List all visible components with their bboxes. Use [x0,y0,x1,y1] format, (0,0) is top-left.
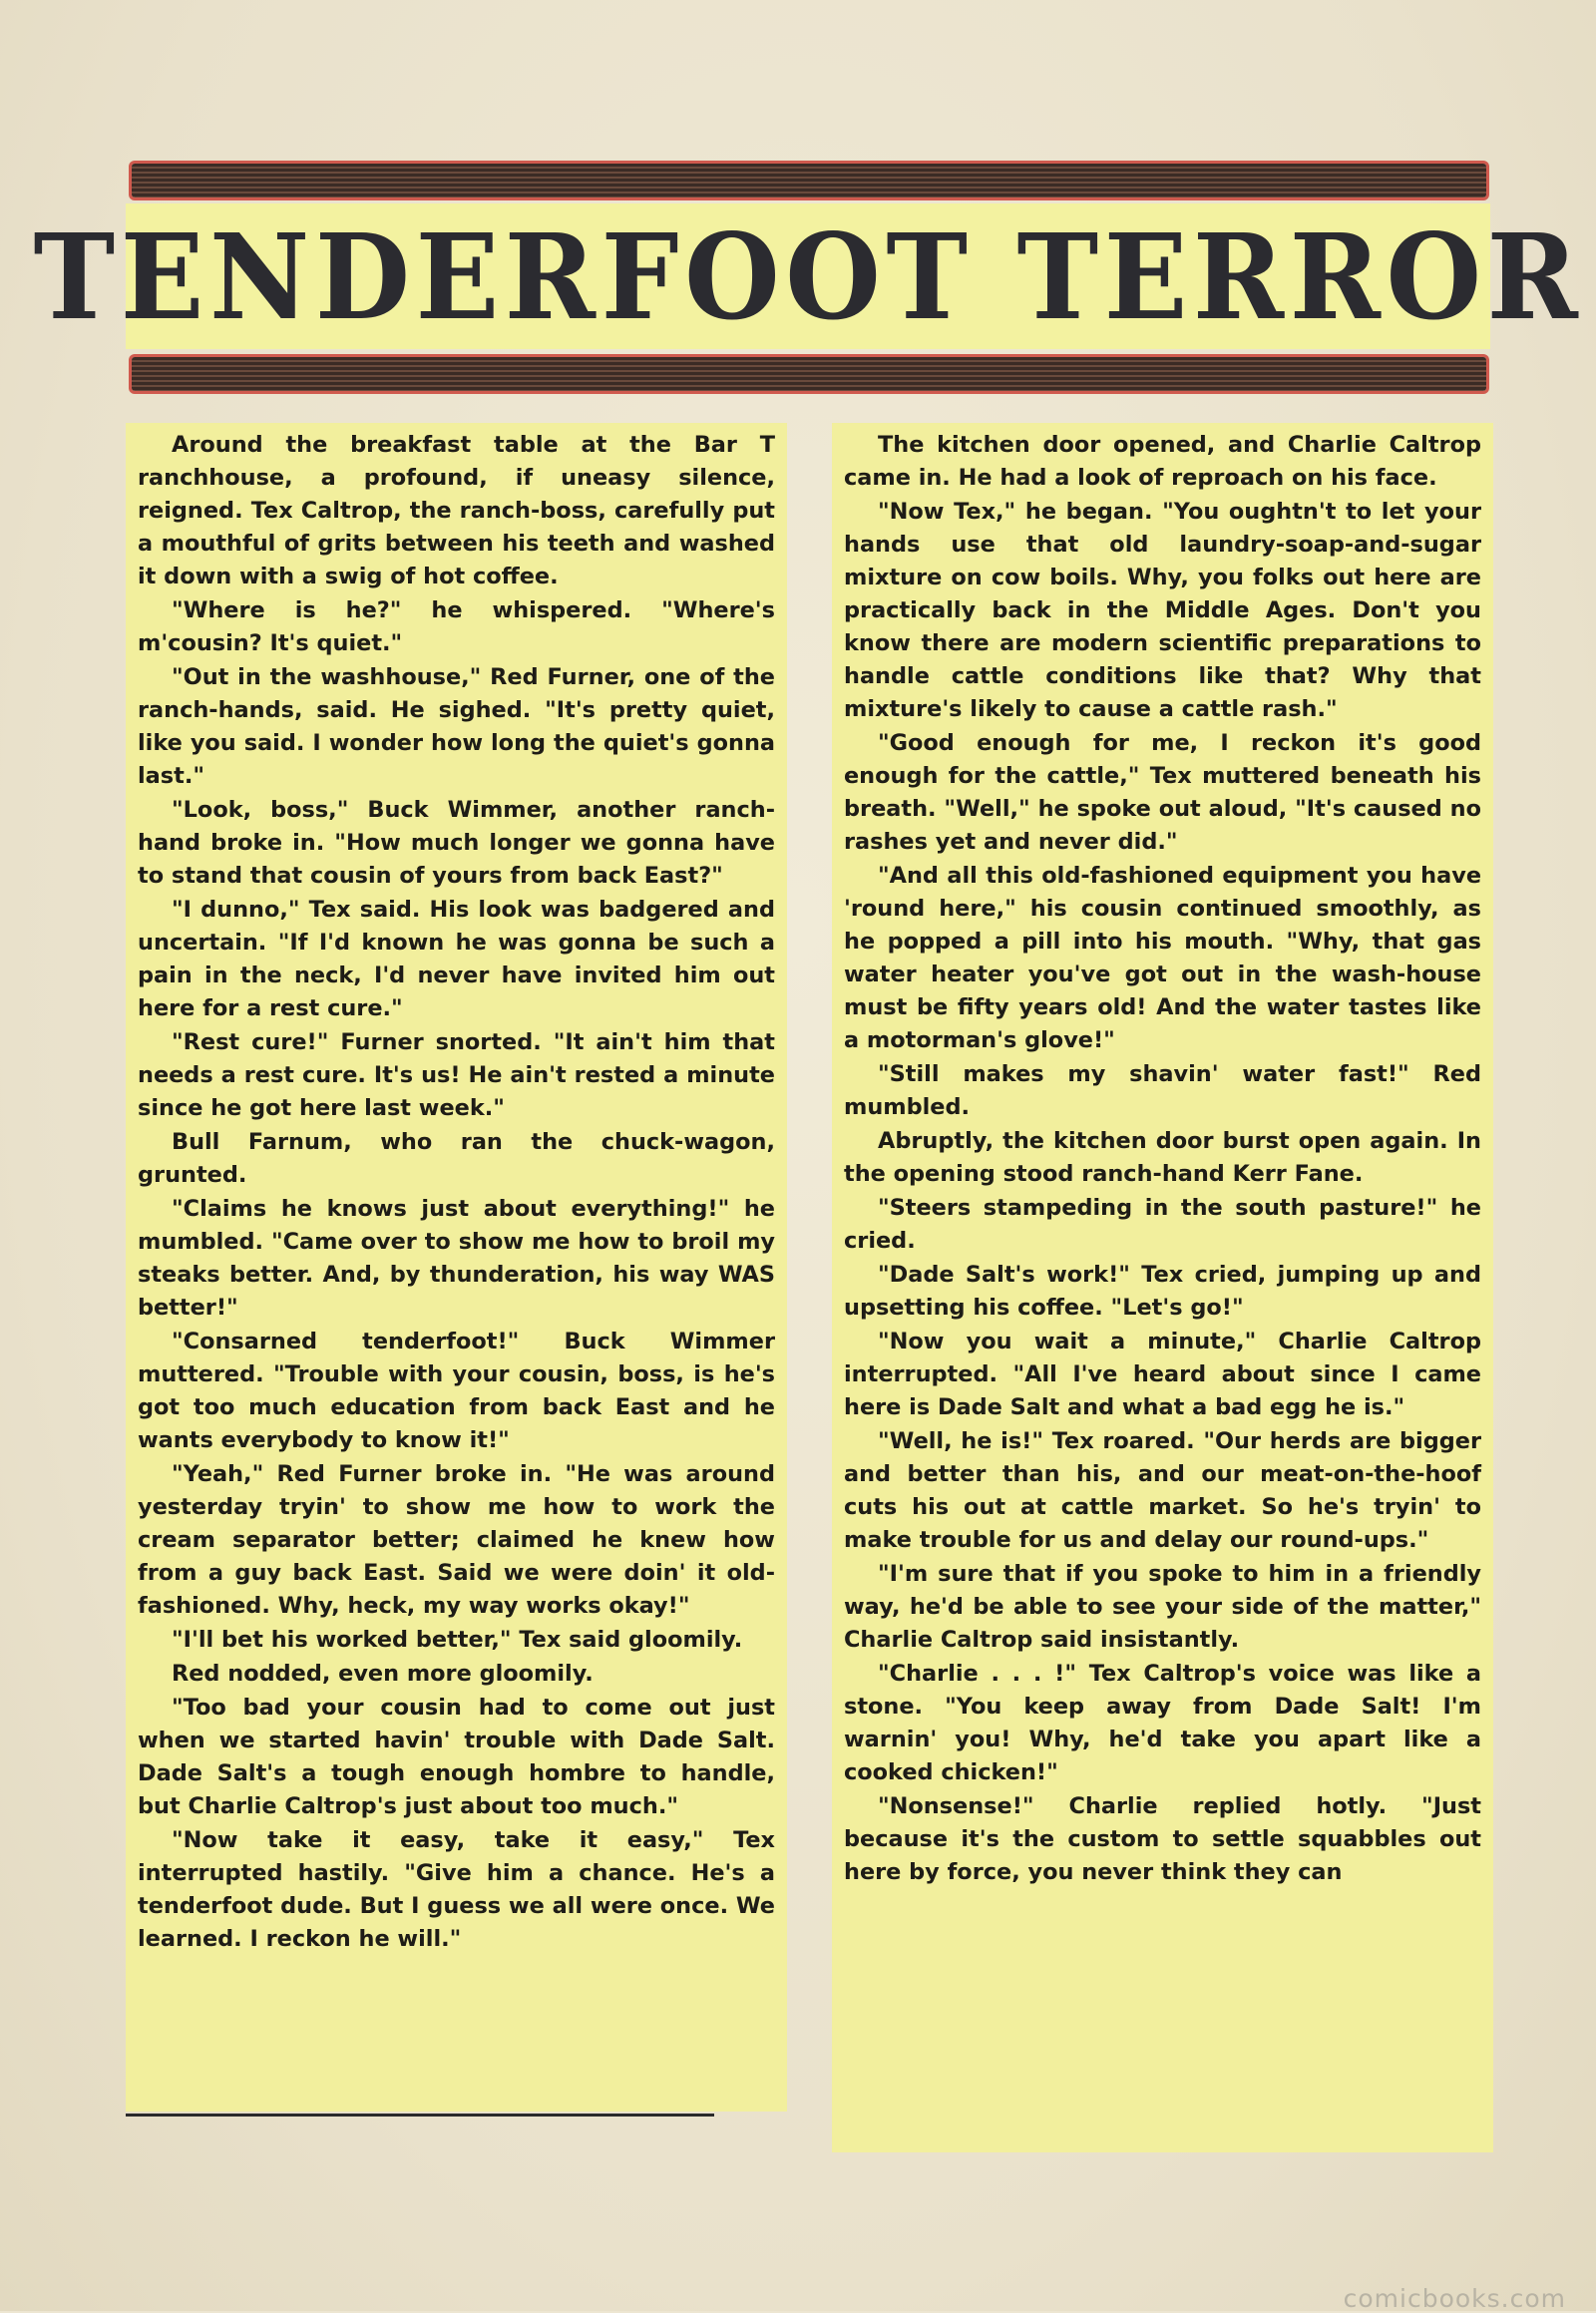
column-end-rule [126,2114,714,2117]
title-rule-top [132,164,1486,197]
paragraph: "Good enough for me, I reckon it's good enough for the cattle," Tex muttered beneath his breath. "Well," he spoke out aloud, "It's caused no rashes yet and never did." [844,730,1481,855]
text-column-right [832,423,1493,2152]
title-rule-bottom [132,357,1486,391]
paragraph: "And all this old-fashioned equipment you have 'round here," his cousin continued smoothly, as he popped a pill into his mouth. "Why, that gas water heater you've got out in the wash-house must be fifty years old! And the water tastes like a motorman's glove!" [844,863,1481,1053]
paragraph: "Yeah," Red Furner broke in. "He was around yesterday tryin' to show me how to work the cream separator better; claimed he knew how from a guy back East. Said we were doin' it old-fashioned. Why, heck, my way works okay!" [138,1461,775,1619]
paragraph: "Charlie . . . !" Tex Caltrop's voice was like a stone. "You keep away from Dade Salt! I'm warnin' you! Why, he'd take you apart like a cooked chicken!" [844,1661,1481,1785]
paragraph: "I'll bet his worked better," Tex said gloomily. [172,1627,743,1653]
paragraph: "Steers stampeding in the south pasture!" he cried. [844,1195,1481,1254]
watermark: comicbooks.com [1343,2284,1566,2313]
paragraph: Bull Farnum, who ran the chuck-wagon, grunted. [138,1129,775,1188]
paragraph: "Nonsense!" Charlie replied hotly. "Just because it's the custom to settle squabbles out here by force, you never think they can [844,1793,1481,1885]
paragraph: "Claims he knows just about everything!" he mumbled. "Came over to show me how to broil my steaks better. And, by thunderation, his way WAS better!" [138,1196,775,1321]
paragraph: "Now you wait a minute," Charlie Caltrop interrupted. "All I've heard about since I came here is Dade Salt and what a bad egg he is." [844,1329,1481,1420]
title-block [33,162,1583,405]
text-column-left [126,423,787,2112]
paragraph: "Still makes my shavin' water fast!" Red mumbled. [844,1061,1481,1120]
paragraph: "Consarned tenderfoot!" Buck Wimmer muttered. "Trouble with your cousin, boss, is he's got too much education from back East and he wants everybody to know it!" [138,1329,775,1453]
paragraph: Red nodded, even more gloomily. [172,1661,594,1687]
paragraph: "Now take it easy, take it easy," Tex interrupted hastily. "Give him a chance. He's a tenderfoot dude. But I guess we all were once. We learned. I reckon he will." [138,1827,775,1952]
paragraph: "Now Tex," he began. "You oughtn't to let your hands use that old laundry-soap-and-sugar mixture on cow boils. Why, you folks out here are practically back in the Middle Ages. Don't you know there are modern scientific preparations to handle cattle conditions like that? Why that mixture's likely to cause a cattle rash." [844,499,1481,722]
paragraph: "Too bad your cousin had to come out just when we started havin' trouble with Dade Salt. Dade Salt's a tough enough hombre to handle, but Charlie Caltrop's just about too much." [138,1695,775,1819]
paragraph: "Where is he?" he whispered. "Where's m'cousin? It's quiet." [138,597,775,656]
paragraph: "I dunno," Tex said. His look was badgered and uncertain. "If I'd known he was gonna be such a pain in the neck, I'd never have invited him out here for a rest cure." [138,897,775,1021]
title-band [33,203,1583,349]
paragraph: "Out in the washhouse," Red Furner, one of the ranch-hands, said. He sighed. "It's pretty quiet, like you said. I wonder how long the quiet's gonna last." [138,664,775,789]
paragraph: "I'm sure that if you spoke to him in a friendly way, he'd be able to see your side of the matter," Charlie Caltrop said insistantly. [844,1561,1481,1653]
paragraph: "Well, he is!" Tex roared. "Our herds are bigger and better than his, and our meat-on-the-hoof cuts his out at cattle market. So he's tryin' to make trouble for us and delay our round-ups." [844,1428,1481,1553]
paragraph: "Dade Salt's work!" Tex cried, jumping up and upsetting his coffee. "Let's go!" [844,1262,1481,1321]
paragraph: "Rest cure!" Furner snorted. "It ain't him that needs a rest cure. It's us! He ain't rested a minute since he got here last week." [138,1029,775,1121]
paragraph: Around the breakfast table at the Bar T ranchhouse, a profound, if uneasy silence, reigned. Tex Caltrop, the ranch-boss, carefully put a mouthful of grits between his teeth and washed it down with a swig of hot coffee. [138,432,775,589]
story-title: TENDERFOOT TERROR [33,206,1583,346]
paragraph: Abruptly, the kitchen door burst open again. In the opening stood ranch-hand Kerr Fane. [844,1128,1481,1187]
paragraph: The kitchen door opened, and Charlie Caltrop came in. He had a look of reproach on his face. [844,432,1481,491]
paragraph: "Look, boss," Buck Wimmer, another ranch-hand broke in. "How much longer we gonna have to stand that cousin of yours from back East?" [138,797,775,889]
